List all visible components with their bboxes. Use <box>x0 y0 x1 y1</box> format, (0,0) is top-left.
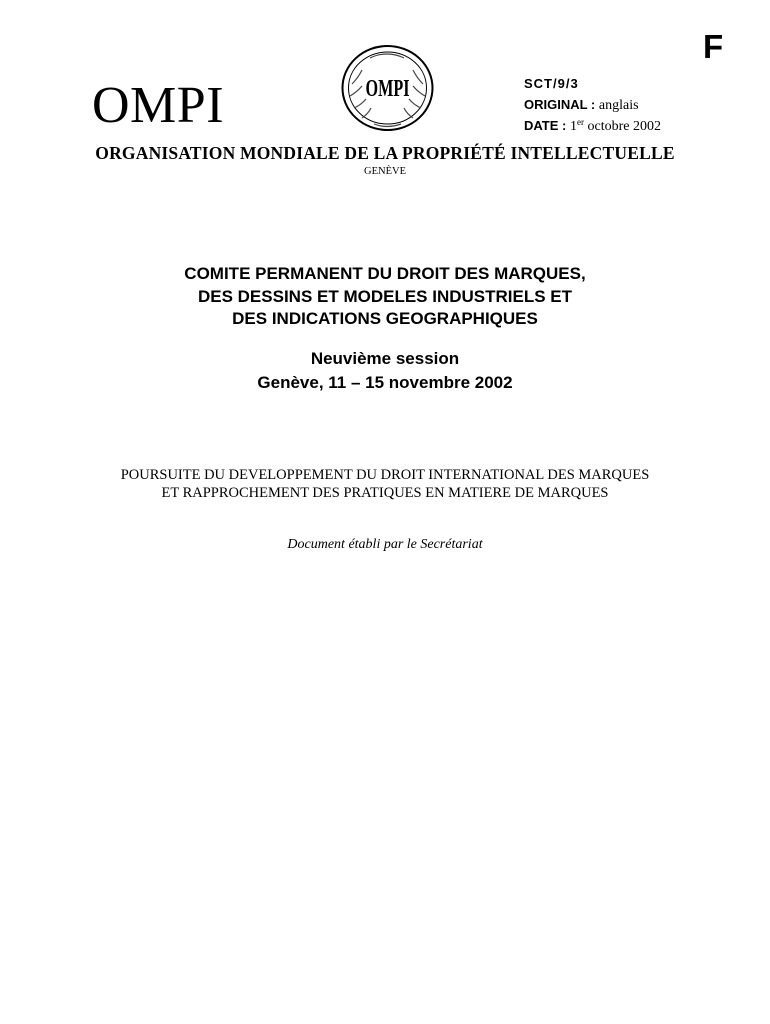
session-dates: Genève, 11 – 15 novembre 2002 <box>257 373 513 392</box>
prepared-by: Document établi par le Secrétariat <box>287 537 483 552</box>
original-label: ORIGINAL : <box>524 97 596 112</box>
language-code: F <box>703 28 724 65</box>
committee-title-line-3: DES INDICATIONS GEOGRAPHIQUES <box>232 309 538 328</box>
wipo-emblem-logo <box>340 44 435 132</box>
date-label: DATE : <box>524 118 567 133</box>
date-value <box>570 119 661 134</box>
document-subject-line-1: POURSUITE DU DEVELOPPEMENT DU DROIT INTERNATIONAL DES MARQUES <box>120 467 650 483</box>
document-symbol: SCT/9/3 <box>524 76 579 91</box>
emblem-text: OMPI <box>365 76 410 102</box>
document-subject-line-2: ET RAPPROCHEMENT DES PRATIQUES EN MATIERE DE MARQUES <box>161 485 609 501</box>
date-day-suffix: er <box>577 117 584 127</box>
session-name: Neuvième session <box>310 349 460 368</box>
org-name: ORGANISATION MONDIALE DE LA PROPRIÉTÉ INTELLECTUELLE <box>95 143 675 163</box>
committee-title-line-2: DES DESSINS ET MODELES INDUSTRIELS ET <box>197 287 573 306</box>
date-rest: octobre 2002 <box>587 119 661 134</box>
document-date <box>524 117 661 136</box>
original-language <box>524 97 639 115</box>
org-acronym: OMPI <box>92 77 225 134</box>
committee-title-line-1: COMITE PERMANENT DU DROIT DES MARQUES, <box>184 264 586 283</box>
date-day: 1 <box>570 119 577 134</box>
org-city: GENÈVE <box>364 166 406 177</box>
original-value: anglais <box>598 98 639 113</box>
